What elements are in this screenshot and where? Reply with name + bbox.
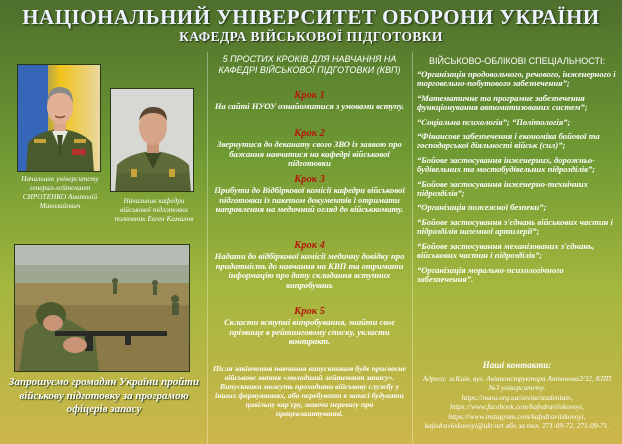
- email-phone-text: kafedraviiskovoyi@ukr.net або за тел. 271-09-72, 271-09-71.: [424, 421, 610, 431]
- step-text: Прибути до Відбіркової комісії кафедри військової підготовки із пакетом документів і отримати направлення на медичний огляд до військкомату.: [214, 185, 405, 214]
- address-text: Адреса: м.Київ, вул. Авіаконструктора Антонова2/32, КПП №3 університету.: [422, 374, 612, 393]
- step-title: Крок 4: [294, 240, 325, 251]
- specialty-item: “Бойове застосування інженерно-технічних підрозділів”;: [417, 178, 588, 199]
- header: [0, 0, 622, 50]
- column-divider-right: [412, 52, 413, 444]
- step-title: Крок 1: [294, 90, 325, 101]
- page-title: НАЦІОНАЛЬНИЙ УНІВЕРСИТЕТ ОБОРОНИ УКРАЇНИ: [22, 5, 600, 29]
- specialty-item: “Математичне та програмне забезпечення функціонування автоматизованих систем”;: [417, 92, 588, 113]
- colonel-caption: Начальник кафедри військової підготовки полковник Евген Камалов: [114, 196, 194, 223]
- specialties-list: [417, 70, 617, 289]
- website-link[interactable]: https://nuou.org.ua/osvita/studentam,: [461, 392, 573, 402]
- specialties-heading: ВІЙСЬКОВО-ОБЛІКОВІ СПЕЦІАЛЬНОСТІ:: [428, 56, 606, 66]
- general-portrait-photo: [17, 64, 101, 172]
- specialty-item: “Бойове застосування механізованих з'єднань, військових частин і підрозділів”;: [417, 240, 595, 261]
- specialty-item: “Організація продовольчого, речового, інженерного і торговельно-побутового забезпечення”;: [417, 69, 616, 89]
- specialty-item: “Бойове застосування з'єднань військових частин і підрозділів наземної артилерії”;: [417, 216, 613, 237]
- facebook-link[interactable]: https://www.facebook.com/kafedraviiskovoyi,: [450, 402, 584, 412]
- training-photo: [14, 244, 190, 372]
- general-caption: Начальник університету генерал-лейтенант СИРОТЕНКО Анатолій Миколайович: [21, 174, 99, 210]
- step-1: [212, 90, 407, 112]
- column-divider-left: [207, 52, 208, 444]
- step-title: Крок 3: [294, 174, 325, 185]
- invitation-caption: Запрошуємо громадян України пройти військову підготовку за програмою офіцерів запасу: [8, 376, 200, 415]
- step-text: Скласти вступні випробування, знайти своє прізвище в рейтинговому списку, укласти контракт.: [224, 317, 395, 346]
- specialty-item: “Соціальна психологія”; “Політологія”;: [417, 116, 571, 127]
- specialty-item: “Організація морально-психологічного забезпечення”.: [417, 264, 564, 284]
- contacts-block: [417, 374, 617, 430]
- step-title: Крок 5: [294, 306, 325, 317]
- step-text: Надати до відбіркової комісії медичну довідку про придатність до навчання на КВП та отримати інформацію про дату складання вступних випробувань: [214, 251, 405, 290]
- step-text: Звернутися до деканату свого ЗВО із заявою про бажання навчатися на кафедрі військової підготовки: [217, 139, 402, 168]
- step-2: [212, 128, 407, 169]
- page-subtitle: КАФЕДРА ВІЙСЬКОВОЇ ПІДГОТОВКИ: [179, 29, 443, 44]
- step-4: [212, 240, 407, 290]
- specialty-item: “Фінансове забезпечення і економіка бойової та господарської діяльності військ (сил)”;: [417, 131, 600, 151]
- steps-heading: 5 ПРОСТИХ КРОКІВ ДЛЯ НАВЧАННЯ НА КАФЕДРІ ВІЙСЬКОВОЇ ПІДГОТОВКИ (КВП): [218, 54, 401, 75]
- step-3: [212, 174, 407, 215]
- specialty-item: “Бойове застосування інженерних, дорожньо-будівельних та мостобудівельних підрозділів”;: [417, 154, 596, 175]
- specialty-item: “Організація пожежної безпеки”;: [417, 202, 547, 213]
- colonel-portrait-photo: [110, 88, 194, 192]
- contacts-heading: Наші контакти:: [482, 360, 552, 370]
- step-text: На сайті НУОУ ознайомитися з умовами вступу.: [214, 101, 405, 111]
- step-title: Крок 2: [294, 128, 325, 139]
- graduates-note: Після закінчення навчання випускникам буде присвоєне військове звання «молодший лейтенант запасу». Випускники можуть проходити військову службу у інших формуваннях, або перебувати в запасі будувати цивільну кар'єру, маючи перевагу при працевлаштуванні.: [212, 364, 407, 418]
- step-5: [212, 306, 407, 347]
- instagram-link[interactable]: https://www.instagram.com/kafedraviiskovoyi,: [448, 411, 586, 421]
